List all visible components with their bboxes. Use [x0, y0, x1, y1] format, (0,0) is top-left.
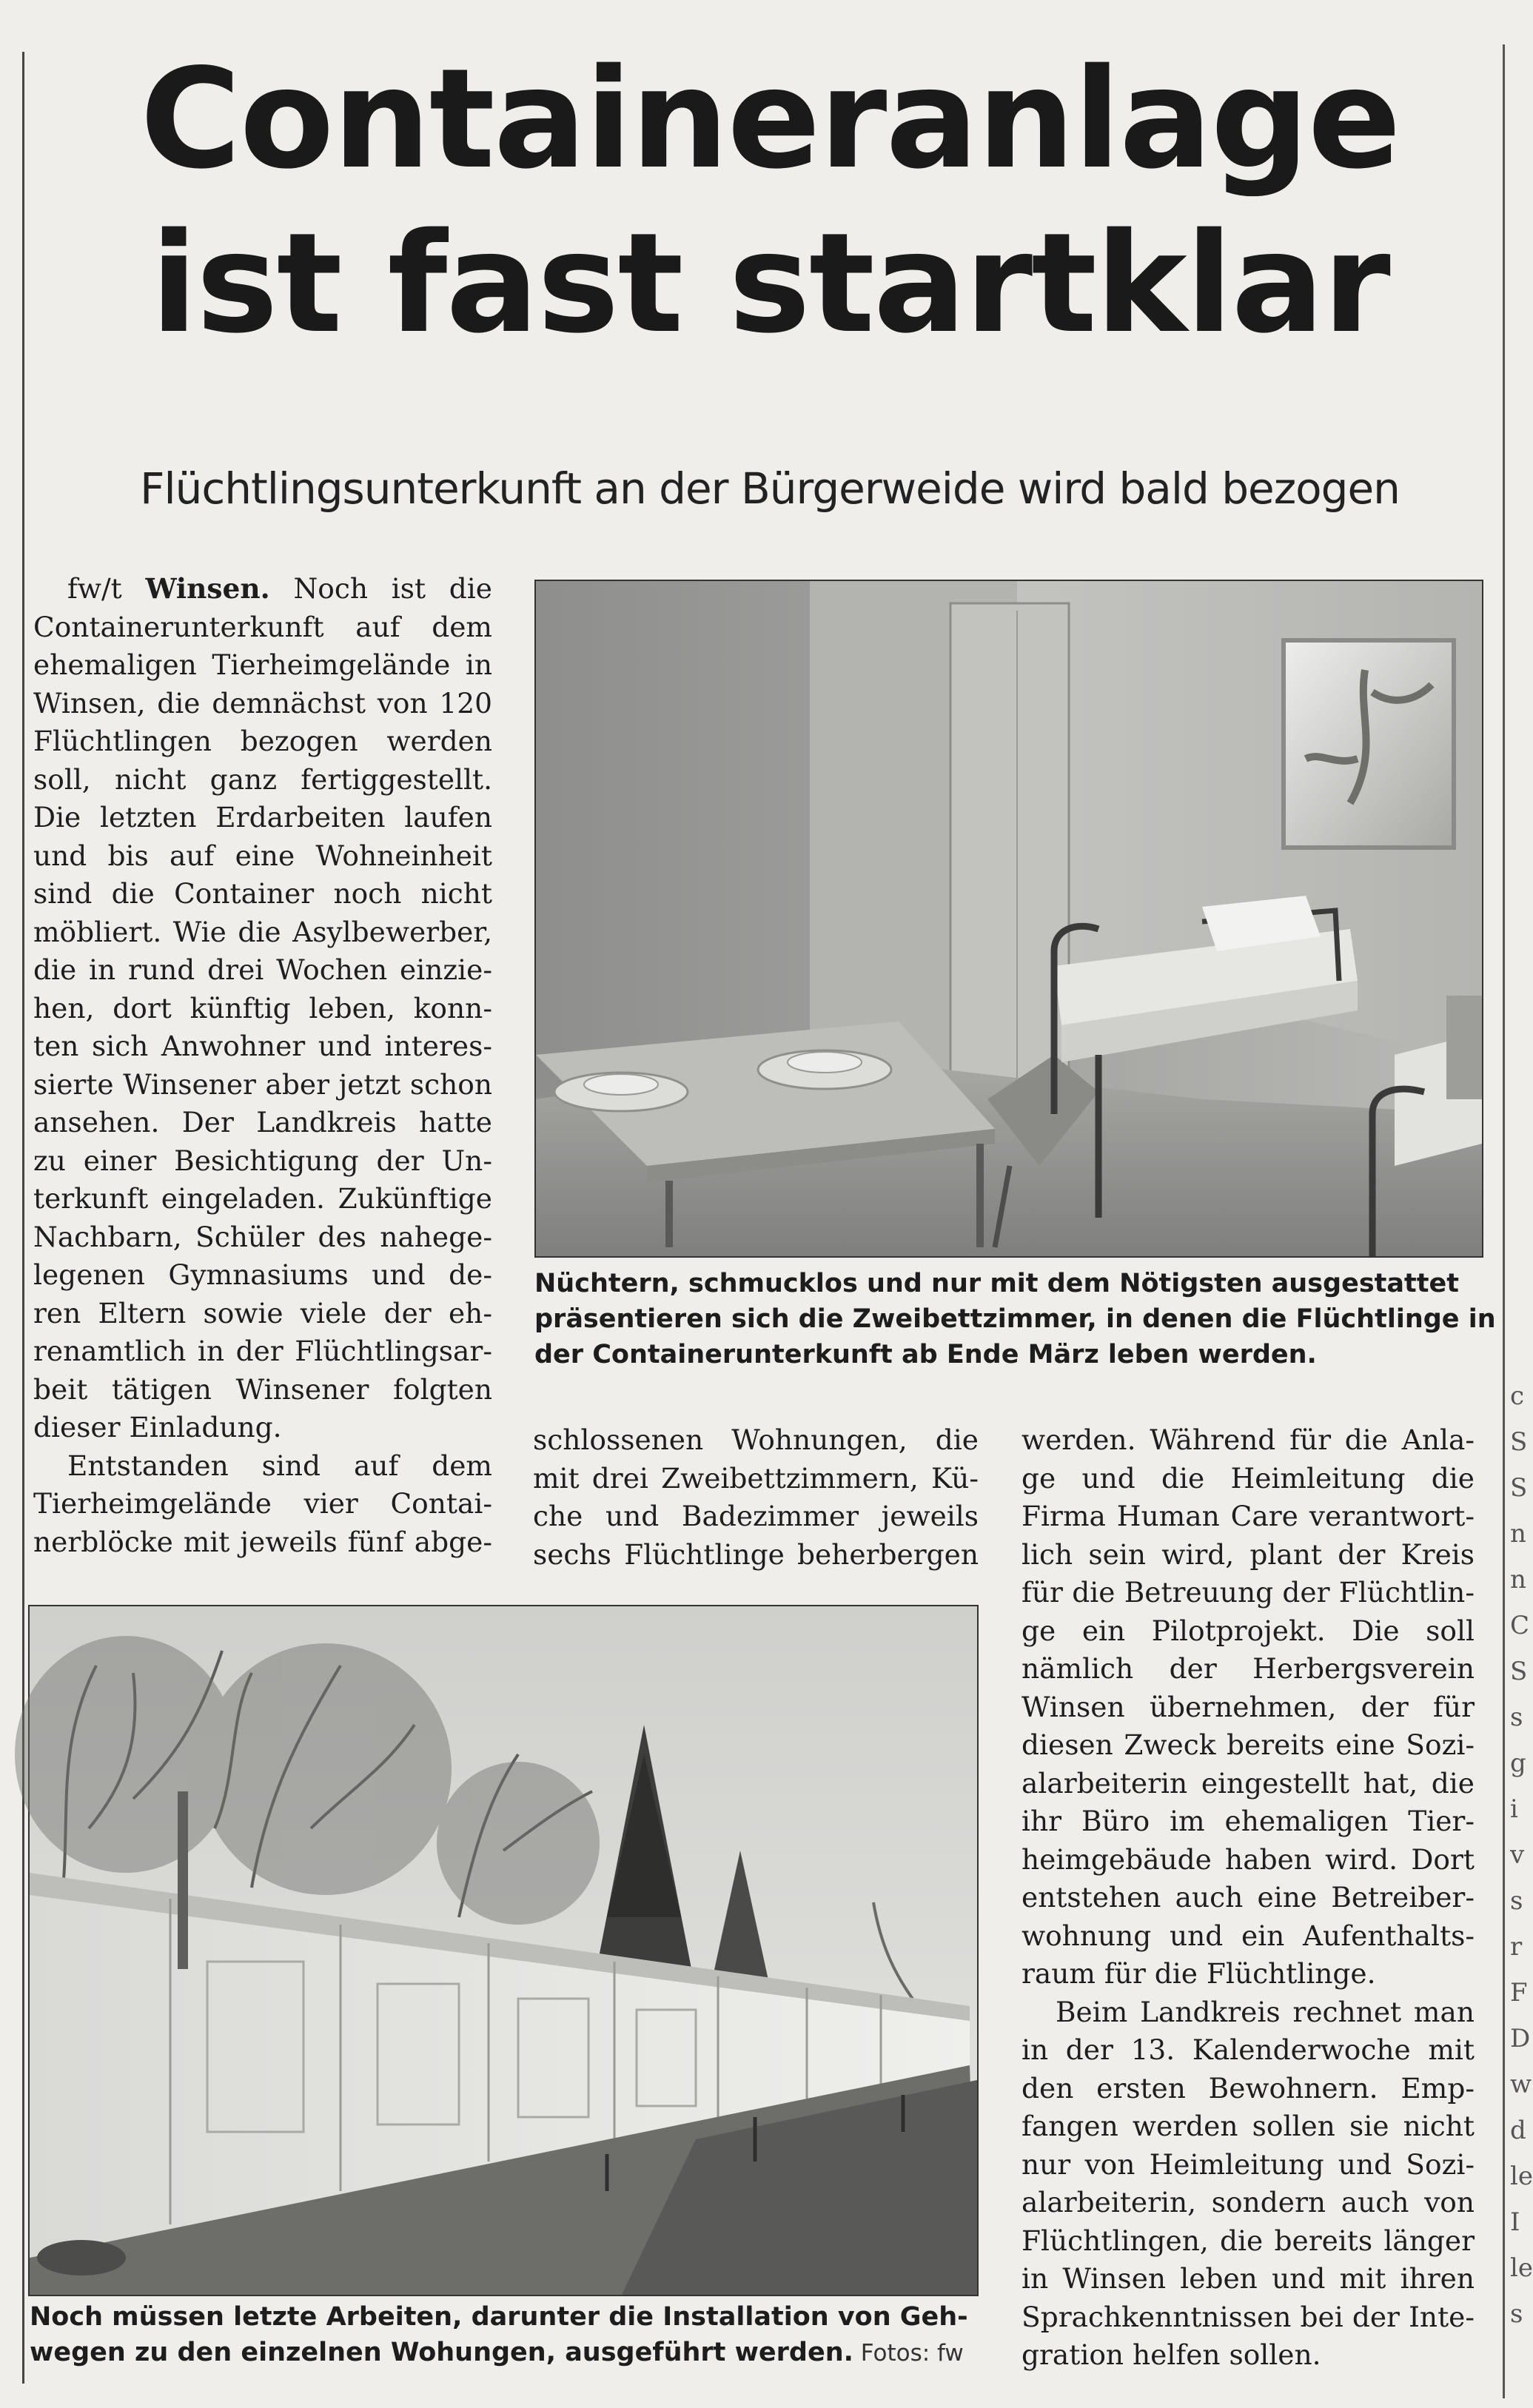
photo-room-caption: [534, 1266, 1496, 1372]
room-photo-graphic: [536, 581, 1482, 1256]
text-line: mit drei Zweibettzimmern, Kü-: [533, 1461, 979, 1495]
text-line: alarbeiterin eingestellt hat, die: [1022, 1766, 1475, 1800]
text-line: beit tätigen Winsener folgten: [33, 1372, 492, 1406]
text-line: terkunft eingeladen. Zukünftige: [33, 1182, 492, 1215]
caption-text: Noch müssen letzte Arbeiten, darunter die Installation von Geh-: [30, 2302, 968, 2332]
text-line: Sprachkenntnissen bei der Inte-: [1022, 2300, 1475, 2333]
text-line: zu einer Besichtigung der Un-: [33, 1144, 492, 1177]
caption-line: der Containerunterkunft ab Ende März leben werden.: [534, 1340, 1317, 1369]
text-line: Winsen, die demnächst von 120: [33, 686, 492, 720]
neighbor-column-letter: S: [1510, 1427, 1528, 1457]
text-line: diesen Zweck bereits eine Sozi-: [1022, 1728, 1475, 1761]
neighbor-column-letter: n: [1510, 1519, 1526, 1549]
neighbor-column-letter: c: [1510, 1381, 1525, 1411]
text-line: ten sich Anwohner und interes-: [33, 1030, 492, 1062]
neighbor-column-letter: C: [1510, 1611, 1530, 1640]
neighbor-column-letter: v: [1510, 1840, 1525, 1870]
text-line: dieser Einladung.: [33, 1411, 282, 1443]
text-line: Firma Human Care verantwort-: [1022, 1500, 1475, 1532]
neighbor-column-letter: le: [1510, 2162, 1533, 2191]
text-line: Entstanden sind auf dem: [67, 1449, 492, 1482]
neighbor-column-letter: I: [1510, 2207, 1520, 2237]
photo-container-caption: [30, 2299, 992, 2371]
neighbor-column-letter: le: [1510, 2253, 1533, 2283]
text-line: Containerunterkunft auf dem: [33, 610, 492, 643]
text-line: ge ein Pilotprojekt. Die soll: [1022, 1614, 1475, 1647]
neighbor-column-letter: s: [1510, 2299, 1523, 2329]
photo-container-blocks: [28, 1605, 979, 2296]
text-line: che und Badezimmer jeweils: [533, 1500, 979, 1532]
text-line: ge und die Heimleitung die: [1022, 1461, 1475, 1495]
neighbor-column-letter: r: [1510, 1932, 1523, 1962]
text-line: die in rund drei Wochen einzie-: [33, 953, 492, 986]
text-line: nerblöcke mit jeweils fünf abge-: [33, 1525, 492, 1558]
text-line: in Winsen leben und mit ihren: [1022, 2262, 1475, 2295]
caption-line: [30, 2335, 992, 2371]
text-line: wohnung und ein Aufenthalts-: [1022, 1919, 1475, 1952]
article-column-3: [1022, 1421, 1475, 2375]
container-photo-graphic: [30, 1606, 977, 2295]
headline-line-2: ist fast startklar: [150, 203, 1389, 363]
headline-line-1: Containeranlage: [140, 38, 1400, 199]
neighbor-column-letter: F: [1510, 1978, 1528, 2008]
text-line: legenen Gymnasiums und de-: [33, 1258, 492, 1291]
text-line: sind die Container noch nicht: [33, 877, 492, 910]
text-line: möbliert. Wie die Asylbewerber,: [33, 915, 492, 948]
text-line: Tierheimgelände vier Contai-: [33, 1487, 492, 1520]
text-line: renamtlich in der Flüchtlingsar-: [33, 1335, 492, 1367]
dateline-prefix: fw/t: [67, 572, 146, 605]
column-rule-left: [22, 52, 24, 2384]
text-line: raum für die Flüchtlinge.: [1022, 1957, 1376, 1990]
text-line: schlossenen Wohnungen, die: [533, 1423, 979, 1456]
text-line: entstehen auch eine Betreiber-: [1022, 1881, 1475, 1914]
text-line: Flüchtlingen, die bereits länger: [1022, 2224, 1475, 2257]
text-line: hen, dort künftig leben, konn-: [33, 991, 492, 1024]
text-line: sechs Flüchtlinge beherbergen: [533, 1537, 979, 1571]
text-line: Die letzten Erdarbeiten laufen: [33, 801, 492, 834]
photo-credit: Fotos: fw: [853, 2340, 964, 2367]
text-line: nämlich der Herbergsverein: [1022, 1652, 1475, 1685]
text-line: sierte Winsener aber jetzt schon: [33, 1067, 492, 1101]
text-line-dateline: [33, 570, 492, 608]
column-rule-right: [1503, 44, 1505, 2398]
neighbor-column-letter: S: [1510, 1657, 1528, 1686]
caption-line: präsentieren sich die Zweibettzimmer, in denen die Flüchtlinge in: [534, 1304, 1496, 1334]
text-line: lich sein wird, plant der Kreis: [1022, 1537, 1475, 1571]
subheadline: Flüchtlingsunterkunft an der Bürgerweide wird bald bezogen: [140, 463, 1400, 514]
text-line: Beim Landkreis rechnet man: [1056, 1995, 1475, 2028]
text-line: ren Eltern sowie viele der eh-: [33, 1296, 492, 1329]
text-line: alarbeiterin, sondern auch von: [1022, 2186, 1475, 2218]
text-line: heimgebäude haben wird. Dort: [1022, 1842, 1475, 1876]
text-line: und bis auf eine Wohneinheit: [33, 839, 492, 872]
text-line: Winsen übernehmen, der für: [1022, 1690, 1475, 1723]
neighbor-column-letter: w: [1510, 2070, 1532, 2099]
caption-line: [30, 2299, 992, 2335]
neighbor-column-letter: D: [1510, 2024, 1531, 2053]
caption-text: wegen zu den einzelnen Wohungen, ausgeführt werden.: [30, 2338, 853, 2367]
text-line: fangen werden sollen sie nicht: [1022, 2110, 1475, 2142]
neighbor-column-letter: s: [1510, 1703, 1523, 1732]
text-line: Flüchtlingen bezogen werden: [33, 725, 492, 757]
headline: [44, 37, 1495, 366]
article-column-1: [33, 570, 492, 1561]
text-line: in der 13. Kalenderwoche mit: [1022, 2033, 1475, 2066]
text-line: ihr Büro im ehemaligen Tier-: [1022, 1805, 1475, 1837]
text-fragment: Noch ist die: [269, 572, 492, 605]
neighbor-column-letter: g: [1510, 1748, 1526, 1778]
text-line: ansehen. Der Landkreis hatte: [33, 1106, 492, 1138]
text-line: nur von Heimleitung und Sozi-: [1022, 2147, 1475, 2181]
neighbor-column-letter: i: [1510, 1794, 1518, 1824]
text-line: werden. Während für die Anla-: [1022, 1423, 1475, 1456]
neighbor-column-letter: s: [1510, 1886, 1523, 1916]
text-line: gration helfen sollen.: [1022, 2338, 1321, 2371]
neighbor-column-letter: d: [1510, 2116, 1526, 2145]
text-line: für die Betreuung der Flüchtlin-: [1022, 1576, 1475, 1609]
dateline-place: Winsen.: [145, 572, 270, 605]
neighbor-column-letter: S: [1510, 1473, 1528, 1503]
photo-room-interior: [534, 580, 1483, 1258]
text-line: Nachbarn, Schüler des nahege-: [33, 1220, 492, 1253]
neighbor-column-letter: n: [1510, 1565, 1526, 1594]
article-column-2: [533, 1421, 979, 1574]
caption-line: Nüchtern, schmucklos und nur mit dem Nötigsten ausgestattet: [534, 1269, 1459, 1298]
text-line: soll, nicht ganz fertiggestellt.: [33, 762, 492, 796]
text-line: den ersten Bewohnern. Emp-: [1022, 2071, 1475, 2105]
text-line: ehemaligen Tierheimgelände in: [33, 648, 492, 681]
